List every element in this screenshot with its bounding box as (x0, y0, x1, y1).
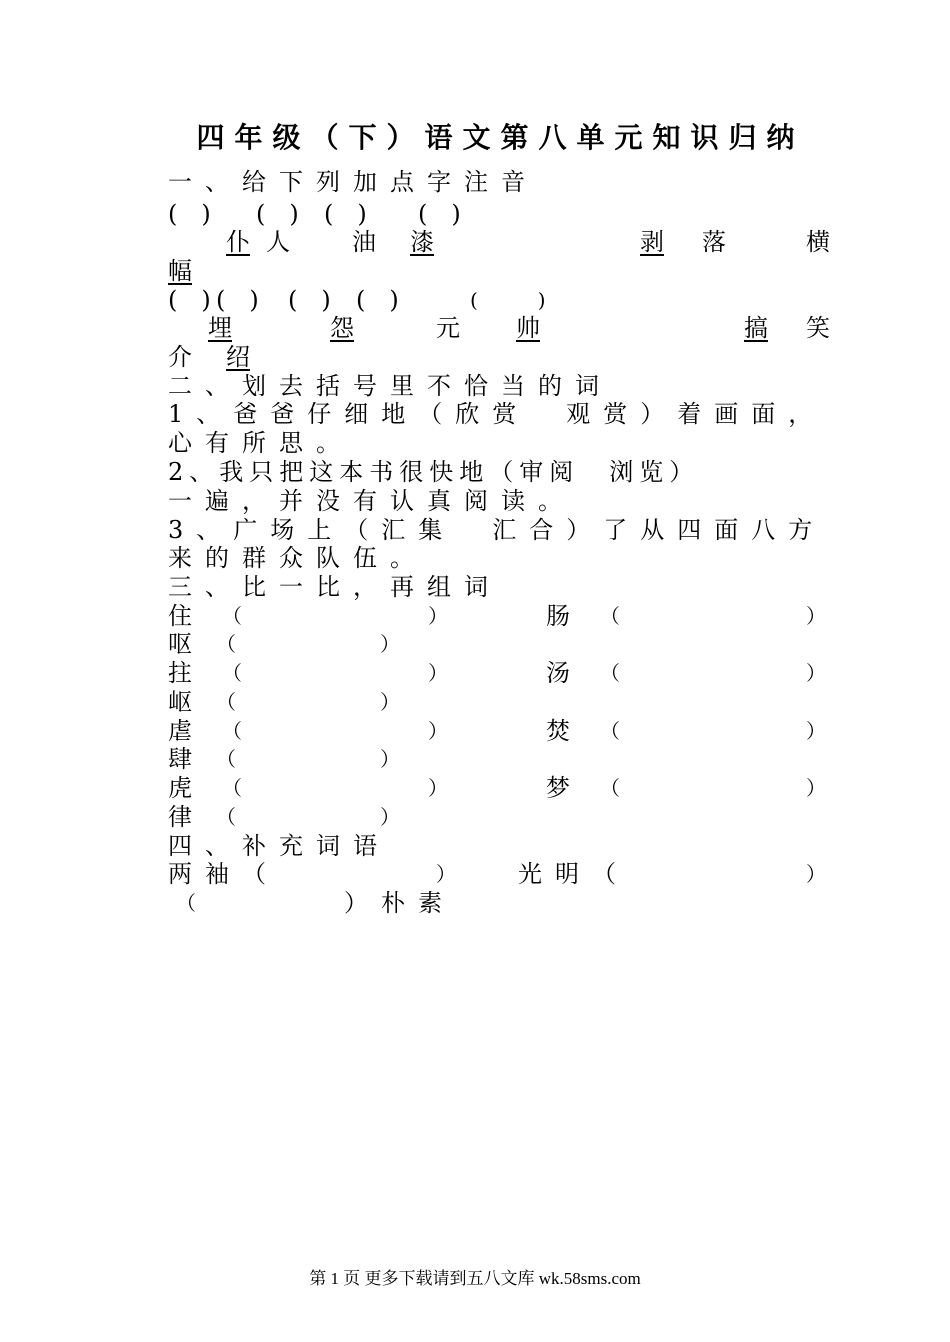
paren-close: ） (380, 747, 400, 771)
compare-char: 岖 (168, 688, 192, 716)
paren-blank: ( ) (288, 286, 331, 314)
idiom-suffix: ）朴素 (344, 889, 455, 917)
compare-row (168, 717, 833, 746)
paren-open: （ (600, 604, 620, 628)
paren-blank: ( ) (256, 200, 299, 228)
compare-char: 肠 (546, 602, 570, 630)
paren-open: （ (222, 776, 242, 800)
pinyin-word-wrap-2 (168, 343, 833, 372)
paren-close: ） (436, 862, 456, 886)
page-title: 四年级（下）语文第八单元知识归纳 (196, 121, 805, 154)
target-char: 搞 (744, 314, 768, 342)
paren-close: ） (806, 776, 826, 800)
paren-open: （ (222, 661, 242, 685)
compare-char: 虐 (168, 717, 192, 745)
paren-close: ） (806, 661, 826, 685)
target-char: 剥 (640, 228, 664, 256)
compare-row-wrap (168, 803, 833, 832)
paren-open: （ (216, 690, 236, 714)
paren-open: （ (216, 632, 236, 656)
compare-row (168, 659, 833, 688)
idiom-row (168, 889, 833, 918)
section-3-heading: 三、比一比，再组词 (168, 573, 501, 601)
compare-char: 住 (168, 602, 192, 630)
word-char: 人 (266, 228, 290, 256)
idiom-row (168, 860, 833, 889)
exercise-line: 3、广场上（汇集 汇合）了从四面八方 (168, 516, 826, 544)
compare-row (168, 602, 833, 631)
compare-char: 呕 (168, 630, 192, 658)
idiom-prefix: 光明（ (518, 860, 629, 888)
paren-close: ） (380, 632, 400, 656)
compare-row-wrap (168, 688, 833, 717)
target-char: 幅 (168, 257, 192, 285)
word-char: 元 (436, 314, 460, 342)
paren-open: （ (216, 805, 236, 829)
compare-char: 焚 (546, 717, 570, 745)
paren-blank: ( ) (216, 286, 259, 314)
word-char: 笑 (806, 314, 830, 342)
paren-open: （ (600, 719, 620, 743)
paren-open: （ (600, 776, 620, 800)
paren-close: ） (806, 862, 826, 886)
paren-blank: ( ) (168, 286, 211, 314)
paren-close: ） (380, 690, 400, 714)
word-char: 油 (352, 228, 376, 256)
pinyin-word-wrap-1 (168, 257, 833, 286)
exercise-line: 1、爸爸仔细地（欣赏 观赏）着画面， (168, 400, 826, 428)
paren-open: （ (600, 661, 620, 685)
exercise-line: 一遍，并没有认真阅读。 (168, 487, 575, 515)
page-footer: 第 1 页 更多下载请到五八文库 wk.58sms.com (309, 1269, 641, 1288)
paren-close: ） (428, 719, 448, 743)
compare-row (168, 774, 833, 803)
pinyin-word-row-2 (168, 314, 833, 343)
idiom-prefix: 两袖（ (168, 860, 279, 888)
target-char: 漆 (410, 228, 434, 256)
paren-blank-wide: ( ) (470, 288, 546, 312)
paren-open: （ (222, 604, 242, 628)
paren-close: ） (428, 604, 448, 628)
paren-blank: ( ) (356, 286, 399, 314)
compare-char: 肆 (168, 745, 192, 773)
compare-char: 梦 (546, 774, 570, 802)
target-char: 怨 (330, 314, 354, 342)
section-1-heading: 一、给下列加点字注音 (168, 168, 538, 196)
paren-blank: ( ) (168, 200, 211, 228)
compare-row-wrap (168, 745, 833, 774)
pinyin-paren-row-2 (168, 286, 833, 315)
pinyin-paren-row-1 (168, 200, 833, 229)
exercise-line: 心有所思。 (168, 429, 353, 457)
compare-char: 拄 (168, 659, 192, 687)
exercise-line: 来的群众队伍。 (168, 544, 427, 572)
word-char: 落 (702, 228, 726, 256)
paren-open: （ (222, 719, 242, 743)
paren-close: ） (428, 776, 448, 800)
target-char: 埋 (208, 314, 232, 342)
paren-open: （ (216, 747, 236, 771)
word-char: 介 (168, 343, 192, 371)
word-char: 横 (806, 228, 830, 256)
compare-char: 虎 (168, 774, 192, 802)
exercise-line: 2、我只把这本书很快地（审阅 浏览） (168, 458, 700, 486)
paren-blank: ( ) (324, 200, 367, 228)
pinyin-word-row-1 (168, 228, 833, 257)
compare-row-wrap (168, 630, 833, 659)
paren-open: （ (176, 891, 196, 915)
paren-close: ） (428, 661, 448, 685)
compare-char: 汤 (546, 659, 570, 687)
section-4-heading: 四、补充词语 (168, 832, 390, 860)
paren-close: ） (806, 719, 826, 743)
compare-char: 律 (168, 803, 192, 831)
paren-blank: ( ) (418, 200, 461, 228)
target-char: 仆 (226, 228, 250, 256)
paren-close: ） (380, 805, 400, 829)
target-char: 帅 (516, 314, 540, 342)
target-char: 绍 (226, 343, 250, 371)
paren-close: ） (806, 604, 826, 628)
section-2-heading: 二、划去括号里不恰当的词 (168, 372, 612, 400)
